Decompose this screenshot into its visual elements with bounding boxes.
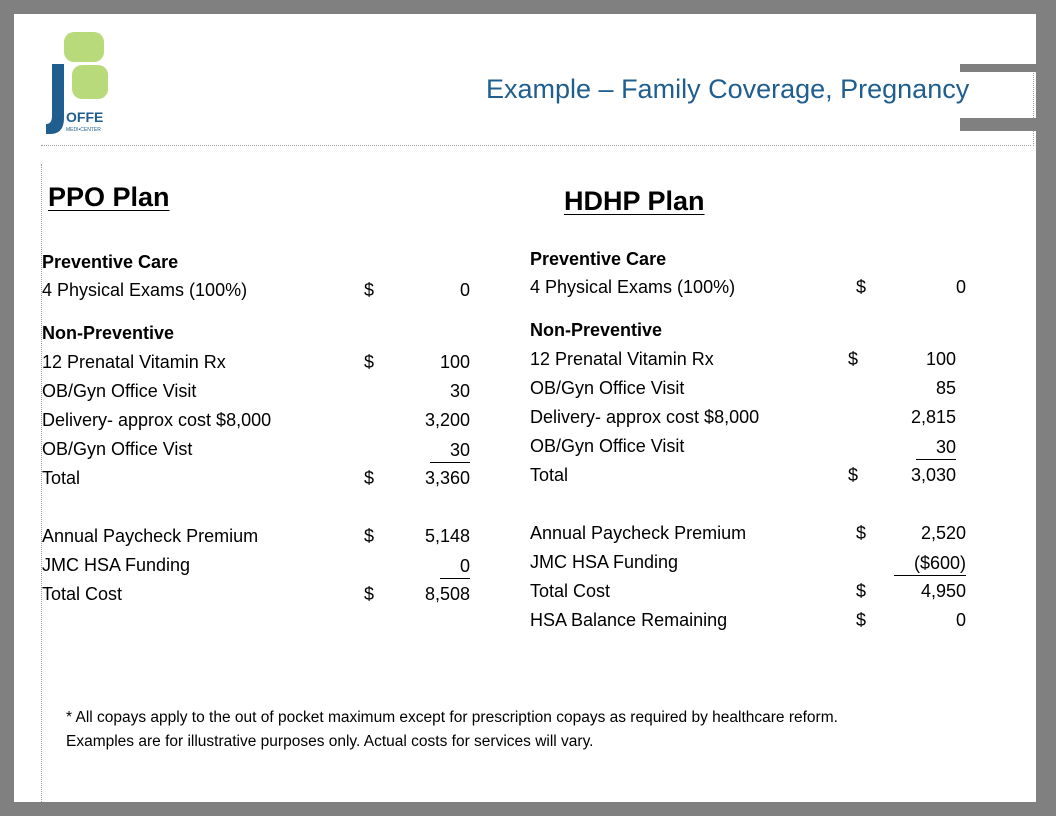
hdhp-row-dollar-sign: $ <box>848 349 859 369</box>
hdhp-cost-row <box>530 610 966 636</box>
hdhp-row-dollar-sign: $ <box>856 523 867 543</box>
hdhp-row-label: OB/Gyn Office Visit <box>530 436 685 456</box>
hdhp-row-label: Annual Paycheck Premium <box>530 523 747 543</box>
hdhp-nonpreventive-heading-text: Non-Preventive <box>530 320 663 340</box>
ppo-nonpreventive-heading-text: Non-Preventive <box>42 323 175 343</box>
hdhp-row-label: OB/Gyn Office Visit <box>530 378 685 398</box>
footnote <box>66 706 838 754</box>
ppo-cost-row <box>42 584 470 610</box>
ppo-row-amount: 5,148 <box>424 526 470 546</box>
hdhp-row-dollar-sign: $ <box>856 610 867 630</box>
ppo-row-label: Total <box>42 468 81 488</box>
ppo-cost-row <box>42 439 470 465</box>
hdhp-row-label: HSA Balance Remaining <box>530 610 728 630</box>
slide-title: Example – Family Coverage, Pregnancy <box>486 74 970 104</box>
logo-wordmark: OFFE <box>66 109 104 125</box>
ppo-cost-row <box>42 280 470 306</box>
hdhp-cost-row <box>530 465 966 491</box>
title-accent-bar <box>960 118 1036 131</box>
hdhp-row-amount: 4,950 <box>920 581 966 601</box>
ppo-row-amount: 0 <box>440 555 470 579</box>
footnote-line-2: Examples are for illustrative purposes only. Actual costs for services will vary. <box>66 733 594 750</box>
ppo-row-dollar-sign: $ <box>364 352 375 372</box>
hdhp-row-label: Total <box>530 465 569 485</box>
hdhp-row-amount: 30 <box>916 436 956 460</box>
ppo-row-amount: 8,508 <box>424 584 470 604</box>
hdhp-row-label: JMC HSA Funding <box>530 552 679 572</box>
logo-leaf-middle <box>72 65 108 99</box>
hdhp-cost-row <box>530 581 966 607</box>
hdhp-plan-title: HDHP Plan <box>564 186 705 216</box>
hdhp-row-amount: 100 <box>925 349 956 369</box>
hdhp-cost-row <box>530 277 966 303</box>
ppo-row-label: Delivery- approx cost $8,000 <box>42 410 272 430</box>
hdhp-cost-row <box>530 378 966 404</box>
ppo-row-label: 12 Prenatal Vitamin Rx <box>42 352 226 372</box>
ppo-cost-row <box>42 526 470 552</box>
logo-leaf-top <box>64 32 104 62</box>
ppo-row-amount: 3,360 <box>424 468 470 488</box>
ppo-row-label: 4 Physical Exams (100%) <box>42 280 248 300</box>
ppo-row-dollar-sign: $ <box>364 468 375 488</box>
hdhp-row-amount: 85 <box>935 378 956 398</box>
hdhp-row-label: 12 Prenatal Vitamin Rx <box>530 349 714 369</box>
ppo-row-dollar-sign: $ <box>364 584 375 604</box>
hdhp-row-label: Total Cost <box>530 581 611 601</box>
ppo-nonpreventive-heading <box>42 323 470 349</box>
ppo-row-amount: 30 <box>449 381 470 401</box>
header-dotted-rule <box>41 145 1031 146</box>
ppo-row-dollar-sign: $ <box>364 526 375 546</box>
hdhp-row-dollar-sign: $ <box>848 465 859 485</box>
hdhp-cost-row <box>530 349 966 375</box>
hdhp-row-dollar-sign: $ <box>856 581 867 601</box>
footnote-line-1: * All copays apply to the out of pocket maximum except for prescription copays as required by healthcare reform. <box>66 709 838 726</box>
hdhp-row-amount: 2,815 <box>910 407 956 427</box>
logo-j-mark <box>46 64 64 134</box>
joffe-logo <box>44 30 116 142</box>
hdhp-preventive-heading-text: Preventive Care <box>530 249 667 269</box>
ppo-cost-row <box>42 555 470 581</box>
hdhp-cost-row <box>530 552 966 578</box>
ppo-row-amount: 0 <box>459 280 470 300</box>
ppo-row-amount: 3,200 <box>424 410 470 430</box>
ppo-cost-row <box>42 352 470 378</box>
hdhp-row-amount: 0 <box>955 610 966 630</box>
ppo-cost-row <box>42 468 470 494</box>
ppo-row-amount: 30 <box>430 439 470 463</box>
hdhp-row-amount: 3,030 <box>910 465 956 485</box>
slide <box>14 14 1036 802</box>
ppo-row-label: Annual Paycheck Premium <box>42 526 259 546</box>
ppo-row-label: OB/Gyn Office Visit <box>42 381 197 401</box>
ppo-preventive-heading <box>42 252 470 278</box>
hdhp-cost-row <box>530 523 966 549</box>
hdhp-row-amount: 2,520 <box>920 523 966 543</box>
hdhp-nonpreventive-heading <box>530 320 966 346</box>
ppo-row-dollar-sign: $ <box>364 280 375 300</box>
right-dotted-rule <box>1033 64 1034 146</box>
ppo-row-label: OB/Gyn Office Vist <box>42 439 193 459</box>
hdhp-row-amount: 0 <box>955 277 966 297</box>
logo-subtext: MEDI•CENTER <box>66 127 101 133</box>
hdhp-row-label: 4 Physical Exams (100%) <box>530 277 736 297</box>
hdhp-cost-row <box>530 407 966 433</box>
hdhp-row-dollar-sign: $ <box>856 277 867 297</box>
hdhp-preventive-heading <box>530 249 966 275</box>
ppo-cost-row <box>42 381 470 407</box>
ppo-cost-row <box>42 410 470 436</box>
ppo-row-amount: 100 <box>439 352 470 372</box>
hdhp-cost-row <box>530 436 966 462</box>
hdhp-row-label: Delivery- approx cost $8,000 <box>530 407 760 427</box>
ppo-row-label: JMC HSA Funding <box>42 555 191 575</box>
ppo-preventive-heading-text: Preventive Care <box>42 252 179 272</box>
hdhp-row-amount: ($600) <box>894 552 966 576</box>
ppo-plan-title: PPO Plan <box>48 182 170 212</box>
top-accent-bar <box>960 64 1036 72</box>
ppo-row-label: Total Cost <box>42 584 123 604</box>
